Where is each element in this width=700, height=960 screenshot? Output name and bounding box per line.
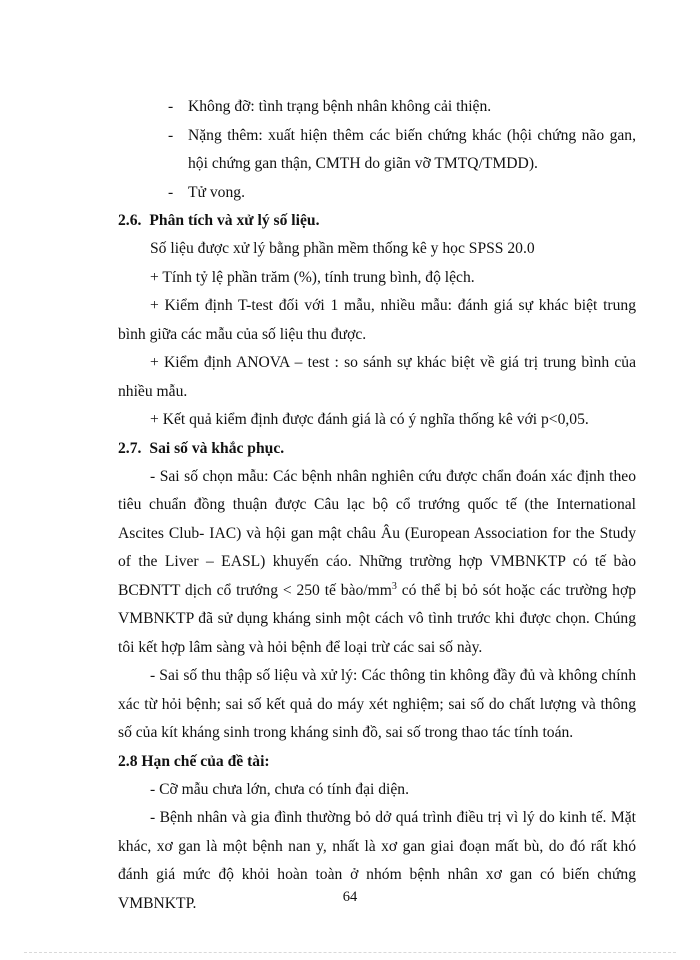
paragraph: + Tính tỷ lệ phần trăm (%), tính trung bình, độ lệch. (150, 268, 475, 286)
section-number: 2.6. (118, 212, 142, 229)
paragraph: + Kiểm định T-test đối với 1 mẫu, nhiều mẫu: đánh giá sự khác biệt trung bình giữa các mẫu của số liệu thu được. (118, 297, 636, 343)
paragraph: - Cỡ mẫu chưa lớn, chưa có tính đại diện. (150, 780, 410, 798)
paragraph: + Kiểm định ANOVA – test : so sánh sự khác biệt về giá trị trung bình của nhiều mẫu. (118, 354, 636, 400)
paragraph: + Kết quả kiểm định được đánh giá là có ý nghĩa thống kê với p<0,05. (150, 411, 589, 428)
paragraph-text: có thể bị bỏ sót hoặc các trường hợp VMBNKTP đã sử dụng kháng sinh một cách vô tình trước khi được chọn. Chúng tôi kết hợp lâm sàng và hỏi bệnh để loại trừ các sai số này. (118, 581, 637, 656)
list-item-text: Tử vong. (188, 183, 245, 201)
bullet-dash: - (168, 98, 174, 115)
list-item (118, 93, 636, 122)
list-item-text: Không đỡ: tình trạng bệnh nhân không cải thiện. (188, 98, 492, 115)
document-page (118, 93, 636, 918)
paragraph: - Bệnh nhân và gia đình thường bỏ dở quá trình điều trị vì lý do kinh tế. Mặt khác, xơ gan là một bệnh nan y, nhất là xơ gan giai đoạn mất bù, do đó rất khó đánh giá mức độ khỏi hoàn toàn ở nhóm bệnh nhân xơ gan có biến chứng VMBNKTP. (118, 809, 636, 912)
paragraph (118, 463, 636, 663)
page-number: 64 (342, 889, 358, 905)
list-item (118, 122, 636, 179)
list-item (118, 179, 636, 208)
bullet-dash: - (168, 183, 174, 201)
superscript: 3 (391, 580, 397, 592)
section-heading-2-6 (118, 207, 636, 235)
paragraph: Số liệu được xử lý bằng phần mềm thống kê y học SPSS 20.0 (150, 240, 535, 257)
section-number: 2.7. (118, 439, 142, 457)
list-item-text: Nặng thêm: xuất hiện thêm các biến chứng khác (hội chứng não gan, hội chứng gan thận, CMTH do giãn vỡ TMTQ/TMDD). (188, 126, 636, 172)
section-title: Phân tích và xử lý số liệu. (149, 212, 320, 229)
section-title: Sai số và khắc phục. (149, 439, 285, 457)
paragraph: - Sai số thu thập số liệu và xử lý: Các thông tin không đầy đủ và không chính xác từ hỏi bệnh; sai số kết quả do máy xét nghiệm; sai số do chất lượng và thông số của kít kháng sinh trong kháng sinh đồ, sai số trong thao tác tính toán. (118, 667, 636, 741)
section-heading-2-7 (118, 435, 636, 463)
bullet-dash: - (168, 126, 174, 144)
page-bottom-rule (24, 952, 676, 953)
paragraph-text: - Sai số chọn mẫu: Các bệnh nhân nghiên cứu được chẩn đoán xác định theo tiêu chuẩn đồng thuận được Câu lạc bộ cổ trướng quốc tế (the International Ascites Club- IAC) và hội gan mật châu Âu (European Association for the Study of the Liver – EASL) khuyến cáo. Những trường hợp VMBNKTP có tế bào BCĐNTT dịch cổ trướng < 250 tế bào/mm (118, 467, 636, 599)
section-heading-2-8: 2.8 Hạn chế của đề tài: (118, 752, 270, 770)
